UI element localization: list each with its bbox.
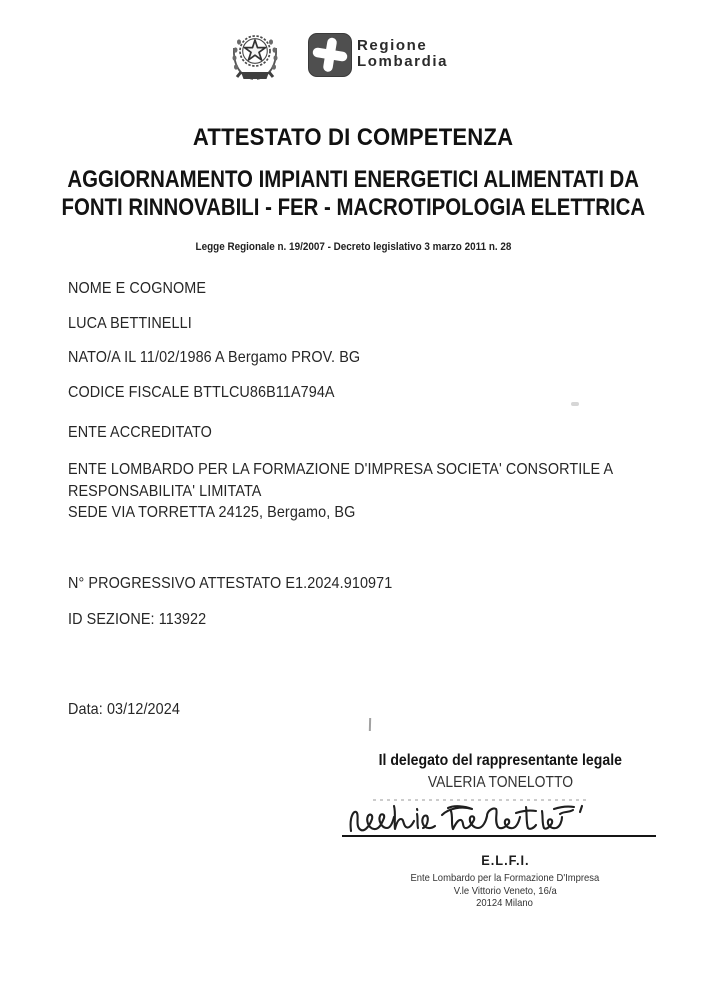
fiscal-code: CODICE FISCALE BTTLCU86B11A794A [68,384,335,401]
legal-reference-row [0,237,707,255]
logo-wordmark [357,38,448,69]
scan-speck [571,402,579,406]
subtitle-line1: AGGIORNAMENTO IMPIANTI ENERGETICI ALIMENTATI DA [67,166,640,193]
subtitle-row-1 [0,166,707,194]
signature-line [342,835,656,837]
progressive-number: N° PROGRESSIVO ATTESTATO E1.2024.910971 [68,575,393,592]
signer-name: VALERIA TONELOTTO [427,774,573,791]
signature-role-row [340,752,660,770]
birth-info: NATO/A IL 11/02/1986 A Bergamo PROV. BG [68,349,361,366]
italy-republic-emblem-icon [230,27,280,83]
signature-role: Il delegato del rappresentante legale [378,752,622,769]
signer-name-row [340,774,660,792]
subtitle-line2: FONTI RINNOVABILI - FER - MACROTIPOLOGIA ELETTRICA [61,194,646,221]
recipient-name: LUCA BETTINELLI [68,315,192,332]
title-row [0,124,707,152]
page-title: ATTESTATO DI COMPETENZA [193,124,514,151]
scan-tick-mark [369,718,371,731]
entity-name: ENTE LOMBARDO PER LA FORMAZIONE D'IMPRESA SOCIETA' CONSORTILE A RESPONSABILITA' LIMITATA [68,461,613,500]
org-street: V.le Vittorio Veneto, 16/a [453,885,557,897]
regione-lombardia-rosa-camuna-icon [308,33,352,77]
entity-address: SEDE VIA TORRETTA 24125, Bergamo, BG [68,504,356,521]
handwritten-signature [345,801,587,839]
org-acronym: E.L.F.I. [480,853,530,868]
org-city-row [345,893,665,911]
legal-reference: Legge Regionale n. 19/2007 - Decreto legislativo 3 marzo 2011 n. 28 [195,241,512,253]
section-id: ID SEZIONE: 113922 [68,611,207,628]
org-name: Ente Lombardo per la Formazione D'Impresa [410,872,600,884]
logo-wordmark-line1: Regione [357,37,428,54]
certificate-date: Data: 03/12/2024 [68,701,180,718]
subtitle-row-2 [0,194,707,222]
name-label: NOME E COGNOME [68,280,207,297]
entity-label: ENTE ACCREDITATO [68,424,212,441]
org-city: 20124 Milano [476,897,534,909]
logo-wordmark-line2: Lombardia [357,52,449,70]
